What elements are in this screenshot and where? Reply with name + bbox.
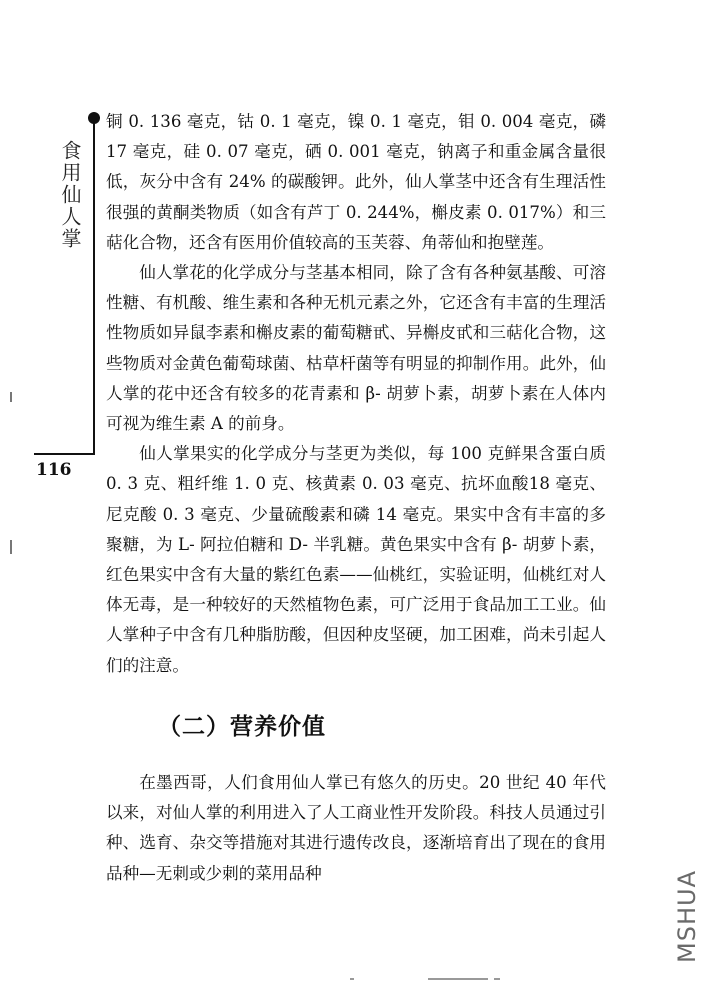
- scan-mark: [10, 540, 12, 554]
- running-title: 食用仙人掌: [58, 140, 82, 250]
- margin-horizontal-rule: [34, 453, 95, 455]
- scan-mark: [10, 392, 12, 402]
- page-number: 116: [36, 460, 72, 480]
- section-paragraph-1: 在墨西哥，人们食用仙人掌已有悠久的历史。20 世纪 40 年代以来，对仙人掌的利用进入了人工商业性开发阶段。科技人员通过引种、选育、杂交等措施对其进行遗传改良，逐渐培育出了现在的食用品种—无刺或少刺的菜用品种: [106, 773, 606, 883]
- paragraph-1: 铜 0. 136 毫克，钴 0. 1 毫克，镍 0. 1 毫克，钼 0. 004 毫克，磷 17 毫克，硅 0. 07 毫克，硒 0. 001 毫克，钠离子和重金属含量很低，灰分中含有 24% 的碳酸钾。此外，仙人掌茎中还含有生理活性很强的黄酮类物质（如含有芦丁 0. 244%，槲皮素 0. 017%）和三萜化合物，还含有医用价值较高的玉芙蓉、角蒂仙和抱壁莲。: [106, 112, 606, 252]
- scan-mark: [350, 978, 354, 980]
- scan-mark: [494, 978, 500, 980]
- watermark: MSHUA: [673, 870, 701, 963]
- scan-mark: [428, 978, 488, 980]
- body-text: [106, 107, 606, 681]
- section-body-text: [106, 768, 606, 889]
- margin-vertical-rule: [93, 120, 95, 455]
- paragraph-3: 仙人掌果实的化学成分与茎更为类似，每 100 克鲜果含蛋白质 0. 3 克、粗纤维 1. 0 克、核黄素 0. 03 毫克、抗坏血酸18 毫克、尼克酸 0. 3 毫克、少量硫酸素和磷 14 毫克。果实中含有丰富的多聚糖，为 L- 阿拉伯糖和 D- 半乳糖。黄色果实中含有 β- 胡萝卜素，红色果实中含有大量的紫红色素——仙桃红，实验证明，仙桃红对人体无毒，是一种较好的天然植物色素，可广泛用于食品加工工业。仙人掌种子中含有几种脂肪酸，但因种皮坚硬，加工困难，尚未引起人们的注意。: [106, 444, 606, 675]
- paragraph-2: 仙人掌花的化学成分与茎基本相同，除了含有各种氨基酸、可溶性糖、有机酸、维生素和各种无机元素之外，它还含有丰富的生理活性物质如异鼠李素和槲皮素的葡萄糖甙、异槲皮甙和三萜化合物，这些物质对金黄色葡萄球菌、枯草杆菌等有明显的抑制作用。此外，仙人掌的花中还含有较多的花青素和 β- 胡萝卜素，胡萝卜素在人体内可视为维生素 A 的前身。: [106, 263, 606, 434]
- section-heading: （二）营养价值: [158, 714, 326, 740]
